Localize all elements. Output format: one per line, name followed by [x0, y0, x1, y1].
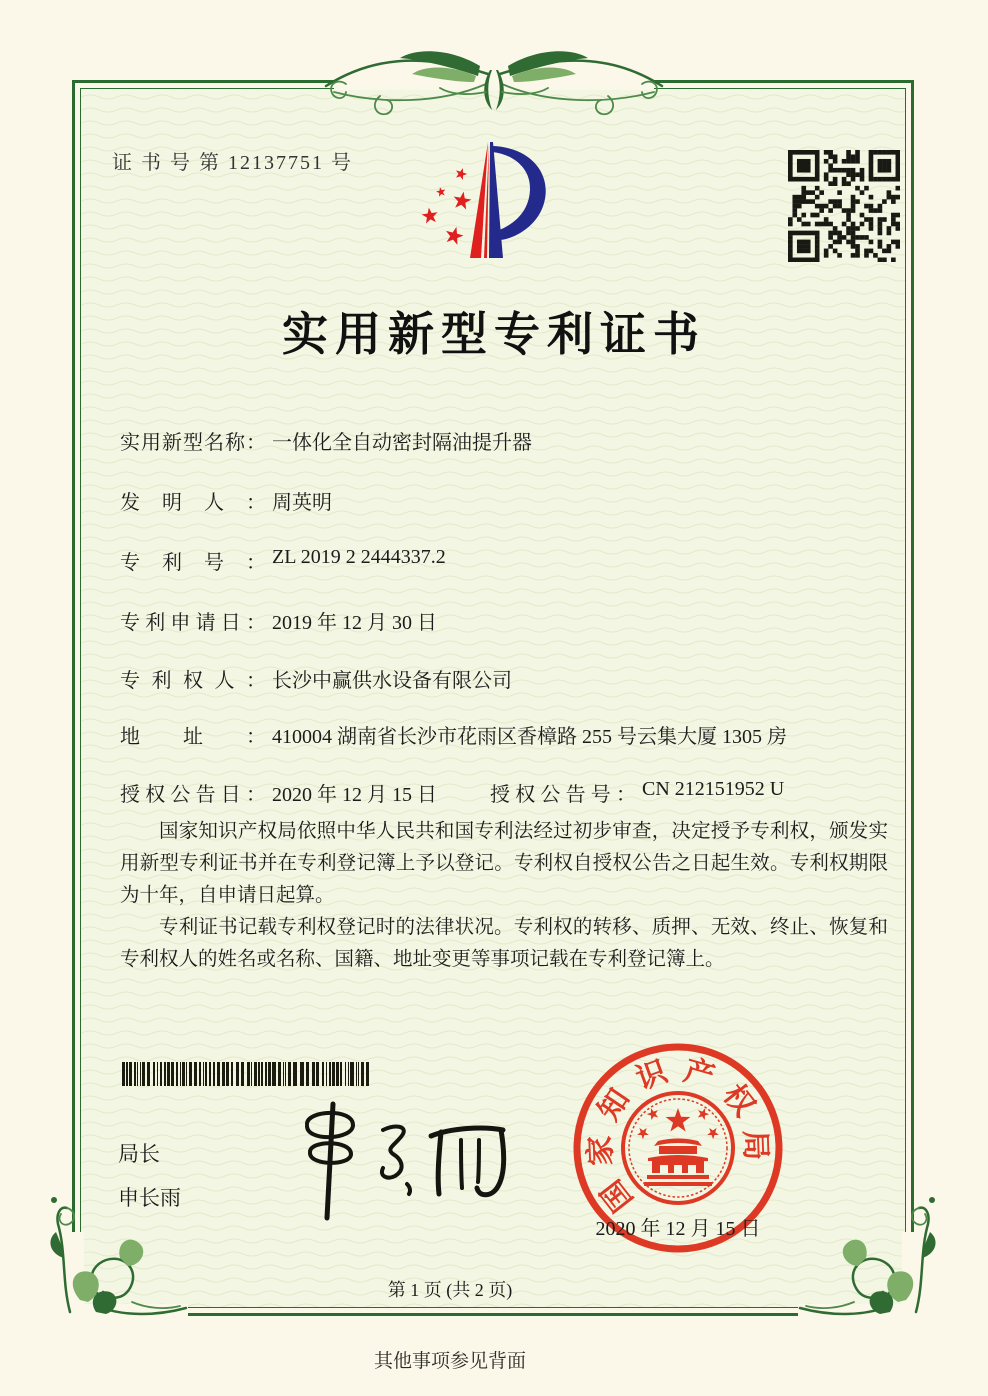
field-value: 一体化全自动密封隔油提升器: [272, 432, 532, 454]
national-emblem-icon: [623, 1093, 733, 1203]
svg-text:国: 国: [595, 1173, 640, 1218]
field-value: CN 212151952 U: [642, 778, 785, 800]
barcode: [120, 1062, 372, 1086]
field-value: 2019 年 12 月 30 日: [272, 612, 437, 634]
field-value: 410004 湖南省长沙市花雨区香樟路 255 号云集大厦 1305 房: [272, 726, 787, 748]
field-row-patent-number: [120, 546, 900, 575]
field-row-inventor: [120, 486, 900, 515]
cnipa-patent-logo-icon: [398, 128, 598, 293]
director-signature-icon: [255, 1096, 515, 1226]
svg-text:局: 局: [737, 1129, 773, 1161]
field-value: 周英明: [272, 492, 332, 514]
field-value: 2020 年 12 月 15 日: [272, 784, 437, 806]
top-flourish-ornament-icon: [320, 42, 668, 128]
qr-code: [788, 150, 900, 262]
bottom-right-flourish-icon: [795, 1172, 950, 1327]
signer-name: 申长雨: [118, 1186, 181, 1210]
field-label: 专利申请日：: [120, 612, 266, 634]
field-label: 授权公告日：: [120, 784, 266, 806]
seal-date: 2020 年 12 月 15 日: [595, 1218, 761, 1240]
legal-paragraph-2: 专利证书记载专利权登记时的法律状况。专利权的转移、质押、无效、终止、恢复和专利权人的姓名或名称、国籍、地址变更等事项记载在专利登记簿上。: [120, 917, 888, 970]
field-label: 发明人：: [120, 492, 266, 514]
field-label: 授权公告号：: [490, 784, 636, 806]
page-number: 第 1 页 (共 2 页): [387, 1280, 513, 1300]
field-label: 专利权人：: [120, 670, 266, 692]
field-label: 专利号：: [120, 552, 266, 574]
field-row-grant-number: [490, 778, 784, 807]
svg-text:识: 识: [631, 1054, 672, 1097]
field-label: 地址：: [120, 726, 266, 748]
back-side-note: 其他事项参见背面: [373, 1351, 526, 1372]
field-row-utility-model-name: [120, 426, 900, 455]
seal-text: [584, 1053, 772, 1217]
field-value: ZL 2019 2 2444337.2: [272, 546, 446, 568]
svg-text:家: 家: [583, 1135, 619, 1167]
signer-title: 局长: [118, 1142, 160, 1166]
svg-text:权: 权: [716, 1078, 761, 1123]
legal-text: [120, 816, 888, 976]
svg-text:知: 知: [592, 1083, 637, 1127]
field-row-address: [120, 720, 900, 749]
certificate-number: 证 书 号 第 12137751 号: [112, 152, 353, 174]
field-row-grant-date: [120, 778, 437, 807]
field-value: 长沙中赢供水设备有限公司: [272, 670, 512, 692]
field-row-filing-date: [120, 606, 900, 635]
svg-text:产: 产: [680, 1054, 719, 1094]
field-row-patentee: [120, 664, 900, 693]
certificate-title: 实用新型专利证书: [282, 309, 706, 360]
legal-paragraph-1: 国家知识产权局依照中华人民共和国专利法经过初步审查，决定授予专利权，颁发实用新型专利证书并在专利登记簿上予以登记。专利权自授权公告之日起生效。专利权期限为十年，自申请日起算。: [120, 821, 888, 906]
field-label: 实用新型名称：: [120, 432, 266, 454]
